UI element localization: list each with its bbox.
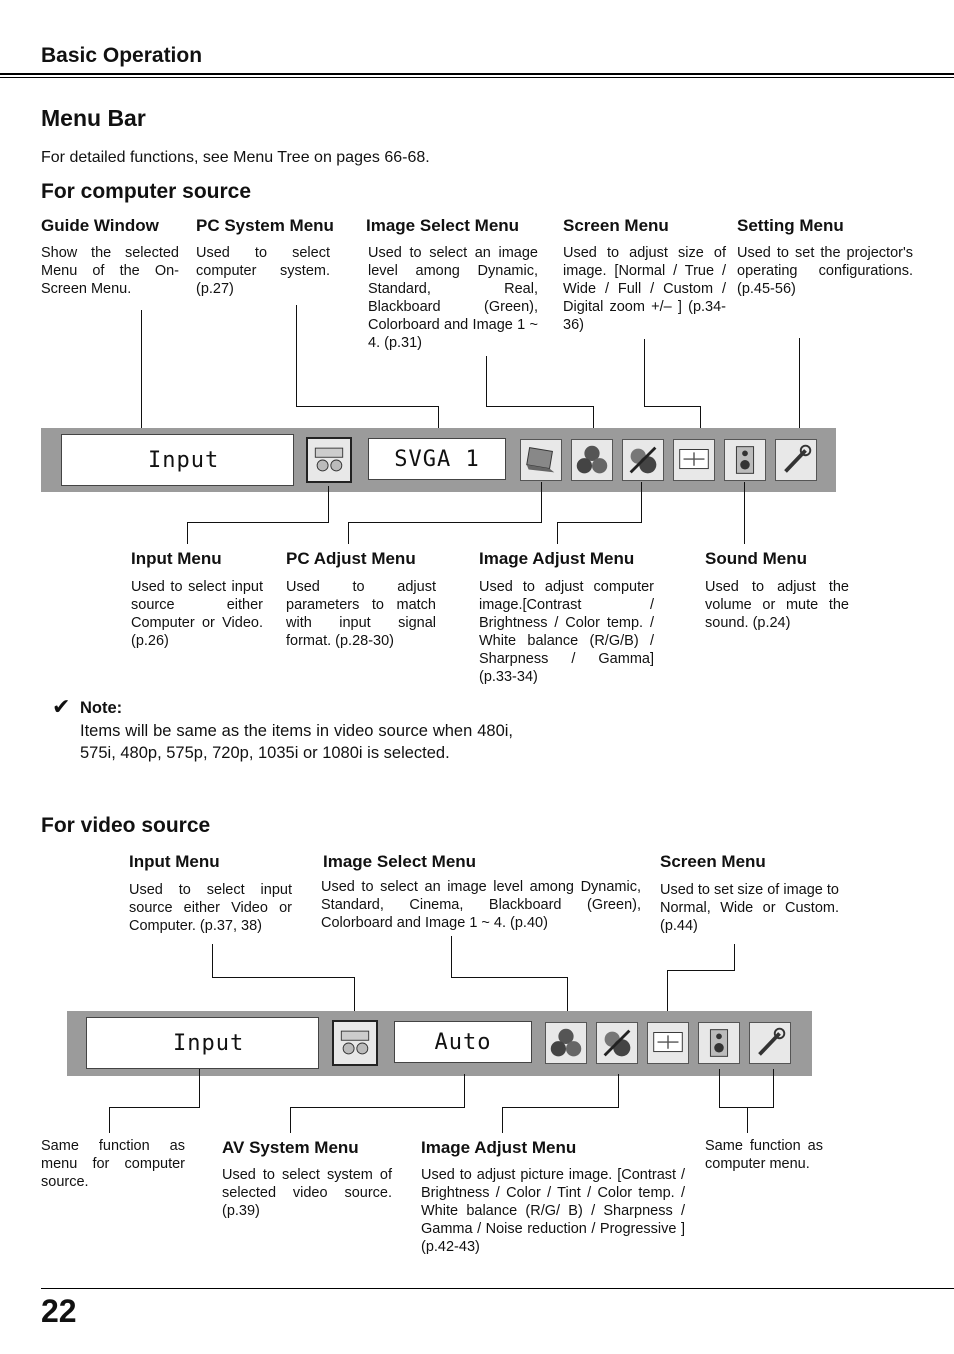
guide-window-label: Guide Window (41, 216, 159, 235)
connector-line (290, 1107, 291, 1133)
connector-line (799, 338, 800, 434)
input-menu-desc: Used to select input source either Computer or Video. (p.26) (131, 579, 263, 649)
connector-line (451, 977, 568, 978)
pc-adjust-icon[interactable] (520, 439, 562, 481)
video-heading: For video source (41, 814, 211, 837)
connector-line (644, 406, 701, 407)
setting-icon[interactable] (775, 439, 817, 481)
screen-icon[interactable] (673, 439, 715, 481)
video-screen-desc: Used to set size of image to Normal, Wide or Custom. (p.44) (660, 882, 839, 934)
av-system-field[interactable]: Auto (394, 1021, 532, 1063)
sound-icon[interactable] (724, 439, 766, 481)
setting-menu-desc: Used to set the projector's operating configurations. (p.45-56) (737, 245, 913, 297)
same-function-desc-1: Same function as menu for computer source. (41, 1138, 185, 1190)
image-adjust-icon[interactable] (622, 439, 664, 481)
connector-line (290, 1107, 465, 1108)
video-input-label: Input Menu (129, 852, 220, 871)
connector-line (541, 482, 542, 522)
connector-line (719, 1069, 720, 1107)
connector-line (744, 482, 745, 544)
guide-window-field: Input (61, 434, 294, 486)
video-image-adjust-desc: Used to adjust picture image. [Contrast / Brightness / Color / Tint / Color temp. / White balance (R/G/ B) / Sharpness / Gamma / Noise reduction / Progressive ] (p.42-43) (421, 1167, 685, 1255)
sound-menu-label: Sound Menu (705, 549, 807, 568)
connector-line (502, 1107, 619, 1108)
section-header: Basic Operation (41, 44, 203, 67)
header-rule-thin (0, 77, 954, 78)
image-select-desc: Used to select an image level among Dynamic, Standard, Real, Blackboard (Green), Colorboard and Image 1 ~ 4. (p.31) (368, 245, 538, 351)
image-adjust-desc: Used to adjust computer image.[Contrast / Brightness / Color temp. / White balance (R/G/B) / Sharpness / Gamma] (p.33-34) (479, 579, 654, 685)
connector-line (644, 339, 645, 407)
connector-line (296, 305, 297, 407)
screen-menu-label: Screen Menu (563, 216, 669, 235)
connector-line (567, 977, 568, 1015)
av-system-label: AV System Menu (222, 1138, 359, 1157)
connector-line (109, 1107, 200, 1108)
connector-line (212, 977, 355, 978)
connector-line (212, 944, 213, 978)
guide-window-desc: Show the selected Menu of the On-Screen Menu. (41, 245, 179, 297)
connector-line (348, 522, 349, 544)
connector-line (187, 522, 188, 544)
video-image-select-desc: Used to select an image level among Dynamic, Standard, Cinema, Blackboard (Green), Colorboard and Image 1 ~ 4. (p.40) (321, 879, 641, 931)
connector-line (199, 1069, 200, 1107)
sound-icon[interactable] (698, 1022, 740, 1064)
input-menu-label: Input Menu (131, 549, 222, 568)
connector-line (734, 944, 735, 971)
pc-adjust-desc: Used to adjust parameters to match with input signal format. (p.28-30) (286, 579, 436, 649)
connector-line (464, 1074, 465, 1107)
connector-line (557, 522, 558, 544)
screen-menu-desc: Used to adjust size of image. [Normal / True / Wide / Full / Custom / Digital zoom +/– ] (p.34-36) (563, 245, 726, 333)
av-system-desc: Used to select system of selected video source. (p.39) (222, 1167, 392, 1219)
check-icon: ✔ (52, 694, 71, 719)
connector-line (348, 522, 542, 523)
connector-line (187, 522, 329, 523)
pc-adjust-label: PC Adjust Menu (286, 549, 416, 568)
same-function-desc-2: Same function as computer menu. (705, 1138, 823, 1172)
video-input-desc: Used to select input source either Video or Computer. (p.37, 38) (129, 882, 292, 934)
image-select-icon[interactable] (545, 1022, 587, 1064)
image-select-label: Image Select Menu (366, 216, 520, 235)
page-title: Menu Bar (41, 105, 146, 131)
footer-rule (41, 1288, 954, 1289)
video-guide-window-field: Input (86, 1017, 319, 1069)
pc-system-field[interactable]: SVGA 1 (368, 438, 506, 480)
video-screen-label: Screen Menu (660, 852, 766, 871)
connector-line (141, 310, 142, 434)
note-label: Note: (80, 699, 123, 717)
video-image-adjust-label: Image Adjust Menu (421, 1138, 577, 1157)
image-adjust-icon[interactable] (596, 1022, 638, 1064)
connector-line (618, 1074, 619, 1107)
page-number: 22 (41, 1293, 77, 1329)
setting-icon[interactable] (749, 1022, 791, 1064)
setting-menu-label: Setting Menu (737, 216, 844, 235)
image-select-icon[interactable] (571, 439, 613, 481)
connector-line (328, 486, 329, 522)
connector-line (109, 1107, 110, 1133)
connector-line (451, 936, 452, 978)
note-text: Items will be same as the items in video source when 480i, 575i, 480p, 575p, 720p, 1035i or 1080i is selected. (80, 722, 513, 762)
connector-line (557, 522, 642, 523)
connector-line (486, 356, 487, 407)
connector-line (354, 977, 355, 1015)
pc-system-desc: Used to select computer system. (p.27) (196, 245, 330, 297)
computer-heading: For computer source (41, 180, 252, 203)
input-icon[interactable] (332, 1020, 378, 1066)
connector-line (486, 406, 594, 407)
pc-system-label: PC System Menu (196, 216, 334, 235)
connector-line (502, 1107, 503, 1133)
connector-line (667, 970, 668, 1015)
input-icon[interactable] (306, 437, 352, 483)
connector-line (641, 482, 642, 522)
connector-line (747, 1107, 748, 1133)
sound-menu-desc: Used to adjust the volume or mute the sound. (p.24) (705, 579, 849, 631)
connector-line (773, 1069, 774, 1107)
intro-text: For detailed functions, see Menu Tree on pages 66-68. (41, 149, 430, 166)
video-image-select-label: Image Select Menu (323, 852, 477, 871)
image-adjust-label: Image Adjust Menu (479, 549, 635, 568)
header-rule (0, 73, 954, 75)
connector-line (296, 406, 439, 407)
connector-line (667, 970, 735, 971)
screen-icon[interactable] (647, 1022, 689, 1064)
